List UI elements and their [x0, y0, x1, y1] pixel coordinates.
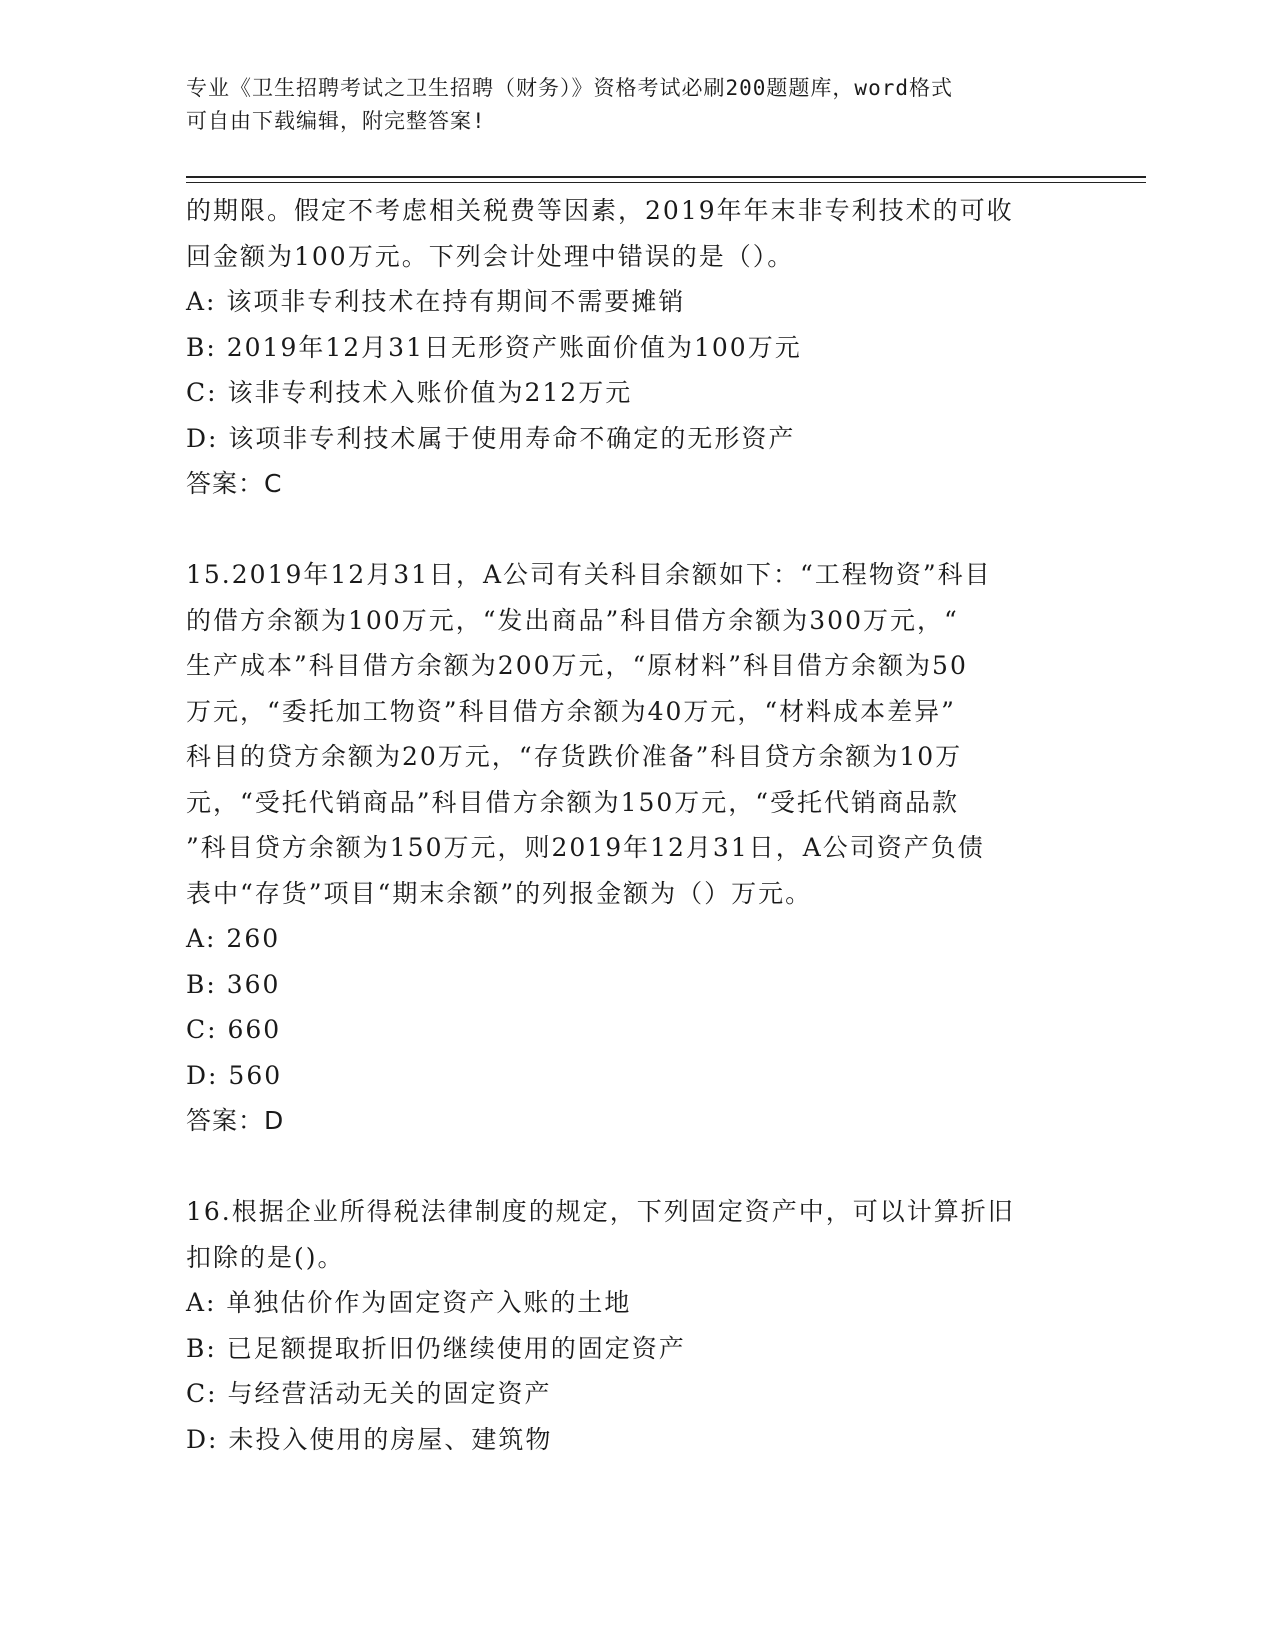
question-stem-line: 回金额为100万元。下列会计处理中错误的是（）。 — [186, 241, 795, 271]
option-c: C: 660 — [186, 1015, 282, 1044]
option-b: B: 2019年12月31日无形资产账面价值为100万元 — [186, 332, 802, 362]
spacer — [186, 1144, 1086, 1190]
page-header — [186, 72, 1066, 138]
question-stem-line: ”科目贷方余额为150万元，则2019年12月31日，A公司资产负债 — [186, 833, 985, 862]
header-rule-thick — [186, 176, 1146, 178]
option-d: D: 560 — [186, 1060, 283, 1090]
question-stem-line: 16.根据企业所得税法律制度的规定，下列固定资产中，可以计算折旧 — [186, 1197, 1015, 1226]
option-d: D: 未投入使用的房屋、建筑物 — [186, 1424, 553, 1454]
option-a: A: 该项非专利技术在持有期间不需要摊销 — [186, 287, 686, 316]
question-stem-line: 扣除的是()。 — [186, 1242, 345, 1272]
question-14 — [186, 188, 1086, 507]
question-stem-line: 万元，“委托加工物资”科目借方余额为40万元，“材料成本差异” — [186, 696, 956, 726]
question-16 — [186, 1189, 1086, 1462]
header-title-line-2: 可自由下载编辑，附完整答案! — [186, 109, 486, 133]
question-stem-line: 表中“存货”项目“期末余额”的列报金额为（）万元。 — [186, 878, 813, 908]
option-a: A: 单独估价作为固定资产入账的土地 — [186, 1288, 632, 1317]
question-stem-line: 的期限。假定不考虑相关税费等因素，2019年年末非专利技术的可收 — [186, 196, 1014, 225]
question-15 — [186, 552, 1086, 1144]
option-b: B: 已足额提取折旧仍继续使用的固定资产 — [186, 1333, 686, 1363]
question-stem-line: 15.2019年12月31日，A公司有关科目余额如下：“工程物资”科目 — [186, 560, 992, 589]
answer-line: 答案：D — [186, 1106, 285, 1135]
header-rule-thin — [186, 182, 1146, 183]
question-stem-line: 元，“受托代销商品”科目借方余额为150万元，“受托代销商品款 — [186, 787, 960, 817]
document-body — [186, 188, 1086, 1462]
option-c: C: 该非专利技术入账价值为212万元 — [186, 378, 633, 407]
option-c: C: 与经营活动无关的固定资产 — [186, 1379, 552, 1408]
spacer — [186, 507, 1086, 553]
question-stem-line: 的借方余额为100万元，“发出商品”科目借方余额为300万元，“ — [186, 605, 959, 635]
answer-line: 答案：C — [186, 469, 283, 498]
question-stem-line: 生产成本”科目借方余额为200万元，“原材料”科目借方余额为50 — [186, 651, 968, 680]
header-title-line-1: 专业《卫生招聘考试之卫生招聘（财务）》资格考试必刷200题题库，word格式 — [186, 76, 953, 100]
question-stem-line: 科目的贷方余额为20万元，“存货跌价准备”科目贷方余额为10万 — [186, 742, 963, 771]
option-d: D: 该项非专利技术属于使用寿命不确定的无形资产 — [186, 423, 796, 453]
option-b: B: 360 — [186, 969, 281, 999]
option-a: A: 260 — [186, 924, 281, 953]
